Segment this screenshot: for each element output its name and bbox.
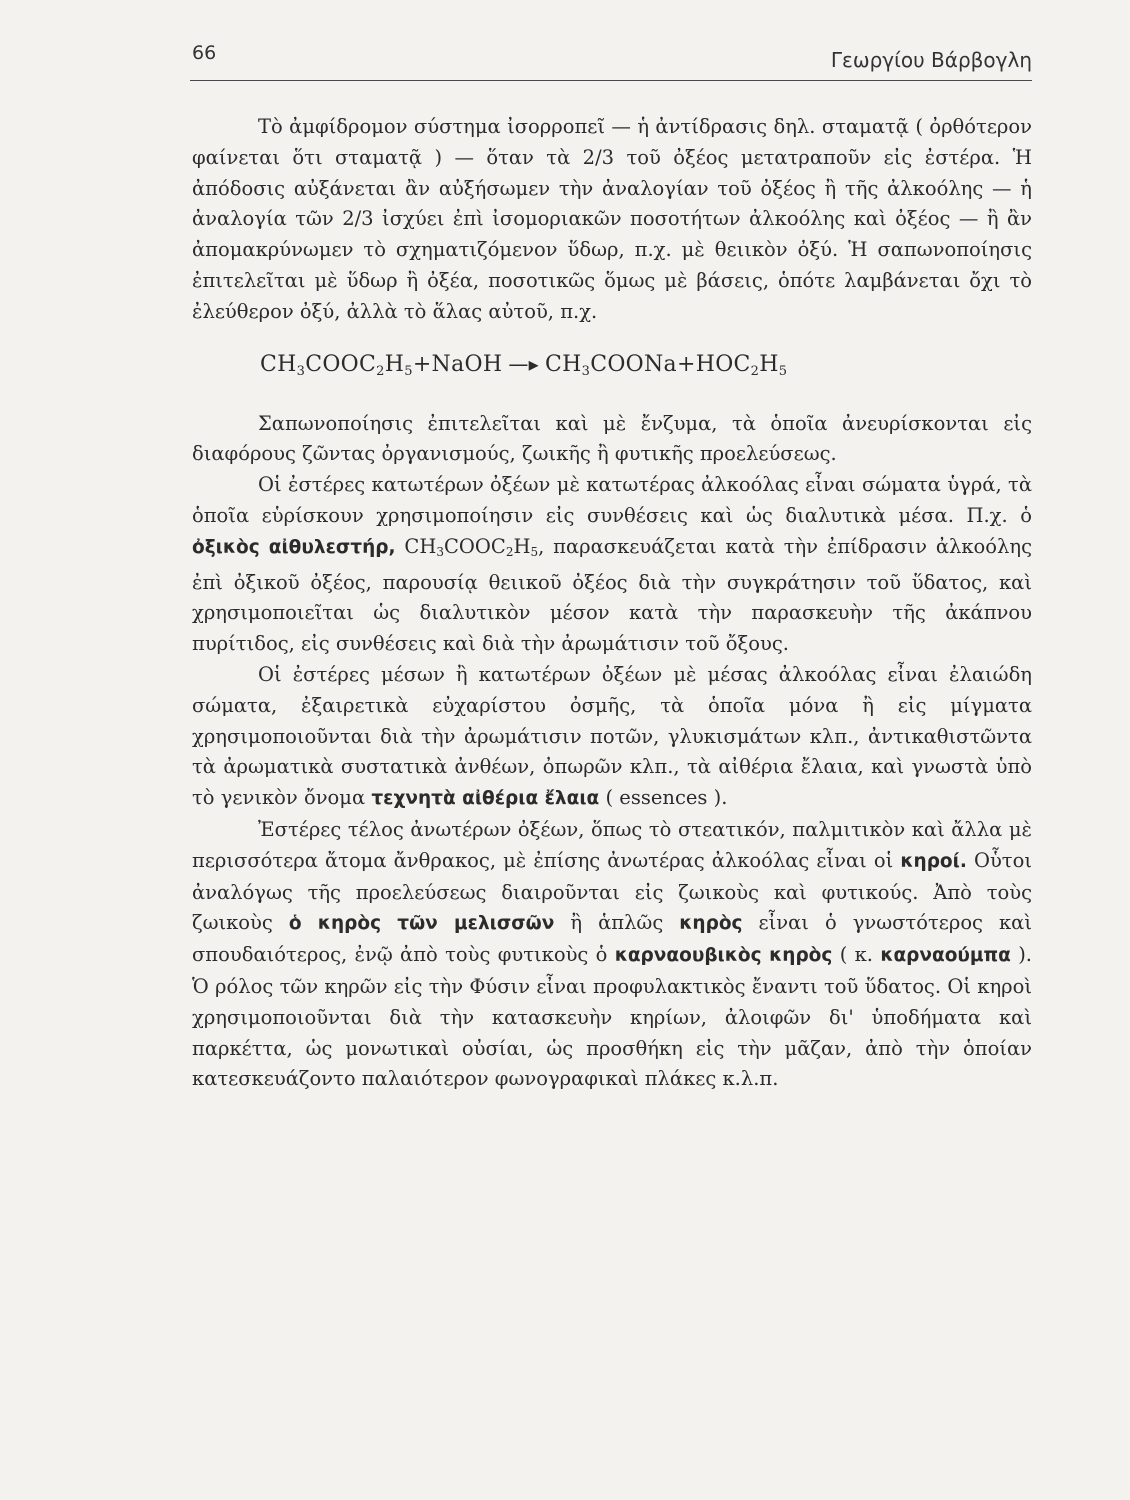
paragraph-lower-esters: Οἱ ἐστέρες κατωτέρων ὀξέων μὲ κατωτέρας ἀλκοόλας εἶναι σώματα ὑγρά, τὰ ὁποῖα εὑρίσκουν χρησιμοποίησιν εἰς συνθέσεις καὶ ὡς διαλυτικὰ μέσα. Π.χ. ὁ ὀξικὸς αἰθυλεστήρ, $CH_3COOC_2H_5$, παρασκευάζεται κατὰ τὴν ἐπίδρασιν ἀλκοόλης ἐπὶ ὀξικοῦ ὀξέος, παρουσίᾳ θειικοῦ ὀξέος διὰ τὴν συγκράτησιν τοῦ ὕδατος, καὶ χρησιμοποιεῖται ὡς διαλυτικὸν μέσον κατὰ τὴν παρασκευὴν τῆς ἀκάπνου πυρίτιδος, εἰς συνθέσεις καὶ διὰ τὴν ἀρωμάτισιν τοῦ ὄξους.: [192, 473, 1032, 656]
page-header: [190, 42, 1032, 81]
chemical-equation: $CH_3COOC_2H_5+NaOH$ —▸ $CH_3COONa+HOC_2H_5$: [260, 351, 788, 379]
formula-inline-ethyl-acetate: $CH_3COOC_2H_5$: [404, 534, 539, 559]
reaction-arrow-icon: —▸: [508, 351, 539, 376]
page-number: 66: [192, 42, 217, 64]
term-artificial-essential-oils: τεχνητὰ αἰθέρια ἔλαια: [371, 788, 600, 810]
paragraph-essences: Οἱ ἐστέρες μέσων ἢ κατωτέρων ὀξέων μὲ μέσας ἀλκοόλας εἶναι ἐλαιώδη σώματα, ἐξαιρετικὰ εὐχαρίστου ὀσμῆς, τὰ ὁποῖα μόνα ἢ εἰς μίγματα χρησιμοποιοῦνται διὰ τὴν ἀρωμάτισιν ποτῶν, γλυκισμάτων κλπ., ἀντικαθιστῶντα τὰ ἀρωματικὰ συστατικὰ ἀνθέων, ὀπωρῶν κλπ., τὰ αἰθέρια ἔλαια, καὶ γνωστὰ ὑπὸ τὸ γενικὸν ὄνομα τεχνητὰ αἰθέρια ἔλαια ( essences ).: [192, 662, 1032, 810]
formula-ethanol: $HOC_2H_5$: [695, 351, 788, 379]
running-head: Γεωργίου Βάρβογλη: [830, 48, 1032, 72]
paragraph-enzymes: Σαπωνοποίησις ἐπιτελεῖται καὶ μὲ ἔνζυμα, τὰ ὁποῖα ἀνευρίσκονται εἰς διαφόρους ζῶντας ὀργανισμούς, ζωικῆς ἢ φυτικῆς προελεύσεως.: [192, 411, 1032, 466]
term-wax: κηρὸς: [679, 913, 743, 935]
body-text: [192, 112, 1032, 1095]
formula-naoh: NaOH: [431, 351, 503, 377]
formula-ethyl-acetate: $CH_3COOC_2H_5$: [260, 351, 413, 379]
paragraph-waxes: Ἐστέρες τέλος ἀνωτέρων ὀξέων, ὅπως τὸ στεατικόν, παλμιτικὸν καὶ ἄλλα μὲ περισσότερα ἄτομα ἄνθρακος, μὲ ἐπίσης ἀνωτέρας ἀλκοόλας εἶναι οἱ κηροί. Οὗτοι ἀναλόγως τῆς προελεύσεως διαιροῦνται εἰς ζωικοὺς καὶ φυτικούς. Ἀπὸ τοὺς ζωικοὺς ὁ κηρὸς τῶν μελισσῶν ἢ ἁπλῶς κηρὸς εἶναι ὁ γνωστότερος καὶ σπουδαιότερος, ἐνῷ ἀπὸ τοὺς φυτικοὺς ὁ καρναουβικὸς κηρὸς ( κ. καρναούμπα ). Ὁ ρόλος τῶν κηρῶν εἰς τὴν Φύσιν εἶναι προφυλακτικὸς ἔναντι τοῦ ὕδατος. Οἱ κηροὶ χρησιμοποιοῦνται διὰ τὴν κατασκευὴν κηρίων, ἀλοιφῶν δι' ὑποδήματα καὶ παρκέττα, ὡς μονωτικαὶ οὐσίαι, ὡς προσθήκη εἰς τὴν μᾶζαν, ἀπὸ τὴν ὁποίαν κατεσκευάζοντο παλαιότερον φωνογραφικαὶ πλάκες κ.λ.π.: [192, 817, 1033, 1091]
term-waxes: κηροί.: [900, 850, 967, 872]
term-carnauba-wax: καρναουβικὸς κηρὸς: [614, 945, 833, 967]
formula-sodium-acetate: $CH_3COONa$: [544, 351, 677, 379]
term-ethyl-acetate: ὀξικὸς αἰθυλεστήρ,: [192, 536, 396, 558]
term-beeswax: ὁ κηρὸς τῶν μελισσῶν: [288, 913, 555, 935]
paragraph-equilibrium: Τὸ ἀμφίδρομον σύστημα ἰσορροπεῖ — ἡ ἀντίδρασις δηλ. σταματᾷ ( ὀρθότερον φαίνεται ὅτι σταματᾷ ) — ὅταν τὰ 2/3 τοῦ ὀξέος μετατραποῦν εἰς ἐστέρα. Ἡ ἀπόδοσις αὐξάνεται ἂν αὐξήσωμεν τὴν ἀναλογίαν τοῦ ὀξέος ἢ τῆς ἀλκοόλης — ἡ ἀναλογία τῶν 2/3 ἰσχύει ἐπὶ ἰσομοριακῶν ποσοτήτων ἀλκοόλης καὶ ὀξέος — ἢ ἂν ἀπομακρύνωμεν τὸ σχηματιζόμενον ὕδωρ, π.χ. μὲ θειικὸν ὀξύ. Ἡ σαπωνοποίησις ἐπιτελεῖται μὲ ὕδωρ ἢ ὀξέα, ποσοτικῶς ὅμως μὲ βάσεις, ὁπότε λαμβάνεται ὄχι τὸ ἐλεύθερον ὀξύ, ἀλλὰ τὸ ἅλας αὐτοῦ, π.χ.: [192, 115, 1032, 323]
term-carnauba: καρναούμπα: [880, 945, 1011, 967]
